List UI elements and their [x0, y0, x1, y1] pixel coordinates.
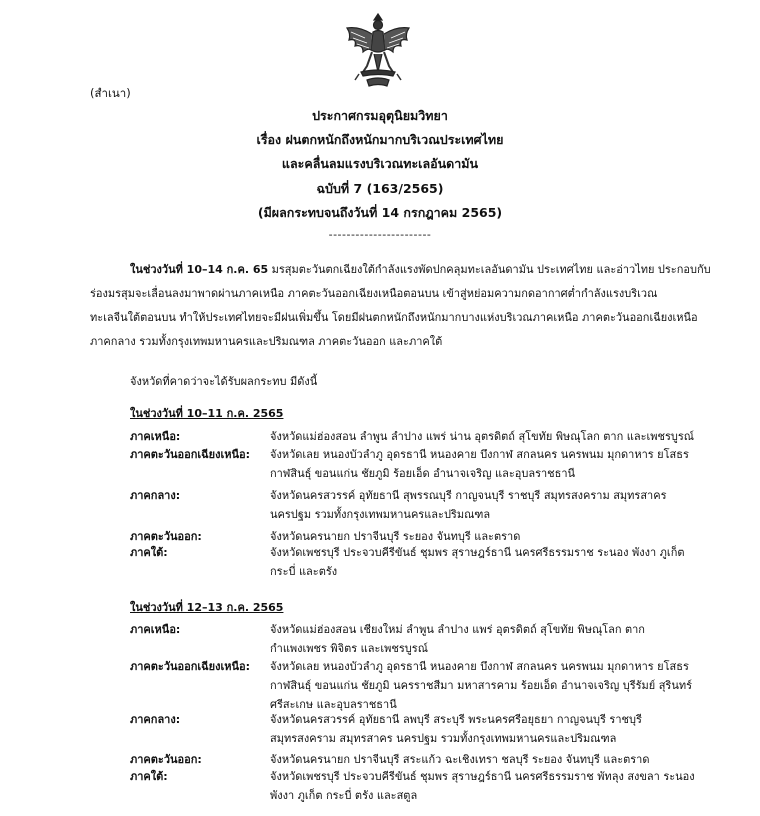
- period1-south-label: ภาคใต้:: [130, 546, 168, 559]
- period1-east-label: ภาคตะวันออก:: [130, 530, 202, 543]
- period1-north-label: ภาคเหนือ:: [130, 430, 181, 443]
- period2-east-provinces: จังหวัดนครนายก ปราจีนบุรี สระแก้ว ฉะเชิงเทรา ชลบุรี ระยอง จันทบุรี และตราด: [270, 753, 650, 766]
- effective-date: (มีผลกระทบจนถึงวันที่ 14 กรกฎาคม 2565): [257, 205, 503, 220]
- period2-central-provinces: จังหวัดนครสวรรค์ อุทัยธานี ลพบุรี สระบุรี พระนครศรีอยุธยา กาญจนบุรี ราชบุรี สมุทรสงคราม สมุทรสาคร นครปฐม รวมทั้งกรุงเทพมหานครและปริมณฑล: [270, 713, 642, 745]
- intro-line-2: ร่องมรสุมจะเลื่อนลงมาพาดผ่านภาคเหนือ ภาคตะวันออกเฉียงเหนือตอนบน เข้าสู่หย่อมความกดอากาศต่ำกำลังแรงบริเวณ: [90, 287, 658, 300]
- copy-mark: (สำเนา): [90, 86, 131, 100]
- announcement-subject: เรื่อง ฝนตกหนักถึงหนักมากบริเวณประเทศไทย: [256, 132, 504, 147]
- garuda-emblem-icon: [341, 10, 415, 90]
- period1-south-provinces: จังหวัดเพชรบุรี ประจวบคีรีขันธ์ ชุมพร สุราษฎร์ธานี นครศรีธรรมราช ระนอง พังงา ภูเก็ต กระบี่ และตรัง: [270, 546, 685, 578]
- period2-northeast-provinces: จังหวัดเลย หนองบัวลำภู อุดรธานี หนองคาย บึงกาฬ สกลนคร นครพนม มุกดาหาร ยโสธร กาฬสินธุ์ ขอนแก่น ชัยภูมิ นครราชสีมา มหาสารคาม ร้อยเอ็ด อำนาจเจริญ บุรีรัมย์ สุรินทร์ ศรีสะเกษ และอุบลราชธานี: [270, 660, 693, 711]
- period1-east-provinces: จังหวัดนครนายก ปราจีนบุรี ระยอง จันทบุรี และตราด: [270, 530, 521, 543]
- period1-northeast-label: ภาคตะวันออกเฉียงเหนือ:: [130, 448, 251, 461]
- announcement-subject-cont: และคลื่นลมแรงบริเวณทะเลอันดามัน: [281, 156, 479, 171]
- period2-central-label: ภาคกลาง:: [130, 713, 181, 726]
- announcement-title: ประกาศกรมอุตุนิยมวิทยา: [312, 108, 448, 123]
- period2-south-provinces: จังหวัดเพชรบุรี ประจวบคีรีขันธ์ ชุมพร สุราษฎร์ธานี นครศรีธรรมราช พัทลุง สงขลา ระนอง พังงา ภูเก็ต กระบี่ ตรัง และสตูล: [270, 770, 695, 802]
- period1-north-provinces: จังหวัดแม่ฮ่องสอน ลำพูน ลำปาง แพร่ น่าน อุตรดิตถ์ สุโขทัย พิษณุโลก ตาก และเพชรบูรณ์: [270, 430, 694, 443]
- period1-central-provinces: จังหวัดนครสวรรค์ อุทัยธานี สุพรรณบุรี กาญจนบุรี ราชบุรี สมุทรสงคราม สมุทรสาคร นครปฐม รวมทั้งกรุงเทพมหานครและปริมณฑล: [270, 489, 667, 521]
- intro-line-4: ภาคกลาง รวมทั้งกรุงเทพมหานครและปริมณฑล ภาคตะวันออก และภาคใต้: [90, 335, 443, 348]
- period1-title: ในช่วงวันที่ 10–11 ก.ค. 2565: [130, 407, 284, 420]
- period2-east-label: ภาคตะวันออก:: [130, 753, 202, 766]
- period1-central-label: ภาคกลาง:: [130, 489, 181, 502]
- separator-rule: -----------------------: [328, 228, 432, 241]
- period2-title: ในช่วงวันที่ 12–13 ก.ค. 2565: [130, 601, 284, 614]
- document-page: (สำเนา) ประกาศกรมอุตุนิยมวิทยา เรื่อง ฝนตกหนักถึงหนักมากบริเวณประเทศไทย และคลื่นลมแรงบริเวณทะเลอันดามัน ฉบับที่ 7 (163/2565) (มีผลกระทบจนถึงวันที่ 14 กรกฎาคม 2565) ----------------------- ในช่วงวันที่ 10–14 ก.ค. 65 มรสุมตะวันตกเฉียงใต้กำลังแรงพัดปกคลุมทะเลอันดามัน ประเทศไทย และอ่าวไทย ประกอบกับ ร่องมรสุมจะเลื่อนลงมาพาดผ่านภาคเหนือ ภาคตะวันออกเฉียงเหนือตอนบน เข้าสู่หย่อมความกดอากาศต่ำกำลังแรงบริเวณ ทะเลจีนใต้ตอนบน ทำให้ประเทศไทยจะมีฝนเพิ่มขึ้น โดยมีฝนตกหนักถึงหนักมากบางแห่งบริเวณภาคเหนือ ภาคตะวันออกเฉียงเหนือ ภาคกลาง รวมทั้งกรุงเทพมหานครและปริมณฑล ภาคตะวันออก และภาคใต้ จังหวัดที่คาดว่าจะได้รับผลกระทบ มีดังนี้ ในช่วงวันที่ 10–11 ก.ค. 2565 ภาคเหนือ: จังหวัดแม่ฮ่องสอน ลำพูน ลำปาง แพร่ น่าน อุตรดิตถ์ สุโขทัย พิษณุโลก ตาก และเพชรบูรณ์ ภาคตะวันออกเฉียงเหนือ: จังหวัดเลย หนองบัวลำภู อุดรธานี หนองคาย บึงกาฬ สกลนคร นครพนม มุกดาหาร ยโสธร กาฬสินธุ์ ขอนแก่น ชัยภูมิ ร้อยเอ็ด อำนาจเจริญ และอุบลราชธานี ภาคกลาง: จังหวัดนครสวรรค์ อุทัยธานี สุพรรณบุรี กาญจนบุรี ราชบุรี สมุทรสงคราม สมุทรสาคร นครปฐม รวมทั้งกรุงเทพมหานครและปริมณฑล ภาคตะวันออก: จังหวัดนครนายก ปราจีนบุรี ระยอง จันทบุรี และตราด ภาคใต้: จังหวัดเพชรบุรี ประจวบคีรีขันธ์ ชุมพร สุราษฎร์ธานี นครศรีธรรมราช ระนอง พังงา ภูเก็ต กระบี่ และตรัง ในช่วงวันที่ 12–13 ก.ค. 2565 ภาคเหนือ: จังหวัดแม่ฮ่องสอน เชียงใหม่ ลำพูน ลำปาง แพร่ อุตรดิตถ์ สุโขทัย พิษณุโลก ตาก กำแพงเพชร พิจิตร และเพชรบูรณ์ ภาคตะวันออกเฉียงเหนือ: จังหวัดเลย หนองบัวลำภู อุดรธานี หนองคาย บึงกาฬ สกลนคร นครพนม มุกดาหาร ยโสธร กาฬสินธุ์ ขอนแก่น ชัยภูมิ นครราชสีมา มหาสารคาม ร้อยเอ็ด อำนาจเจริญ บุรีรัมย์ สุรินทร์ ศรีสะเกษ และอุบลราชธานี ภาคกลาง: จังหวัดนครสวรรค์ อุทัยธานี ลพบุรี สระบุรี พระนครศรีอยุธยา กาญจนบุรี ราชบุรี สมุทรสงคราม สมุทรสาคร นครปฐม รวมทั้งกรุงเทพมหานครและปริมณฑล ภาคตะวันออก: จังหวัดนครนายก ปราจีนบุรี สระแก้ว ฉะเชิงเทรา ชลบุรี ระยอง จันทบุรี และตราด ภาคใต้: จังหวัดเพชรบุรี ประจวบคีรีขันธ์ ชุมพร สุราษฎร์ธานี นครศรีธรรมราช พัทลุง สงขลา ระนอง พังงา ภูเก็ต กระบี่ ตรัง และสตูล: [0, 0, 760, 816]
- intro-line-1: มรสุมตะวันตกเฉียงใต้กำลังแรงพัดปกคลุมทะเลอันดามัน ประเทศไทย และอ่าวไทย ประกอบกับ: [268, 263, 711, 276]
- intro-paragraph: [90, 263, 711, 364]
- issue-number: ฉบับที่ 7 (163/2565): [316, 181, 444, 196]
- intro-lead: ในช่วงวันที่ 10–14 ก.ค. 65: [130, 263, 269, 276]
- period2-northeast-label: ภาคตะวันออกเฉียงเหนือ:: [130, 660, 251, 673]
- period2-south-label: ภาคใต้:: [130, 770, 168, 783]
- intro-line-3: ทะเลจีนใต้ตอนบน ทำให้ประเทศไทยจะมีฝนเพิ่มขึ้น โดยมีฝนตกหนักถึงหนักมากบางแห่งบริเวณภาคเหนือ ภาคตะวันออกเฉียงเหนือ: [90, 311, 698, 324]
- period1-northeast-provinces: จังหวัดเลย หนองบัวลำภู อุดรธานี หนองคาย บึงกาฬ สกลนคร นครพนม มุกดาหาร ยโสธร กาฬสินธุ์ ขอนแก่น ชัยภูมิ ร้อยเอ็ด อำนาจเจริญ และอุบลราชธานี: [270, 448, 689, 480]
- period2-north-label: ภาคเหนือ:: [130, 623, 181, 636]
- period2-north-provinces: จังหวัดแม่ฮ่องสอน เชียงใหม่ ลำพูน ลำปาง แพร่ อุตรดิตถ์ สุโขทัย พิษณุโลก ตาก กำแพงเพชร พิจิตร และเพชรบูรณ์: [270, 623, 645, 655]
